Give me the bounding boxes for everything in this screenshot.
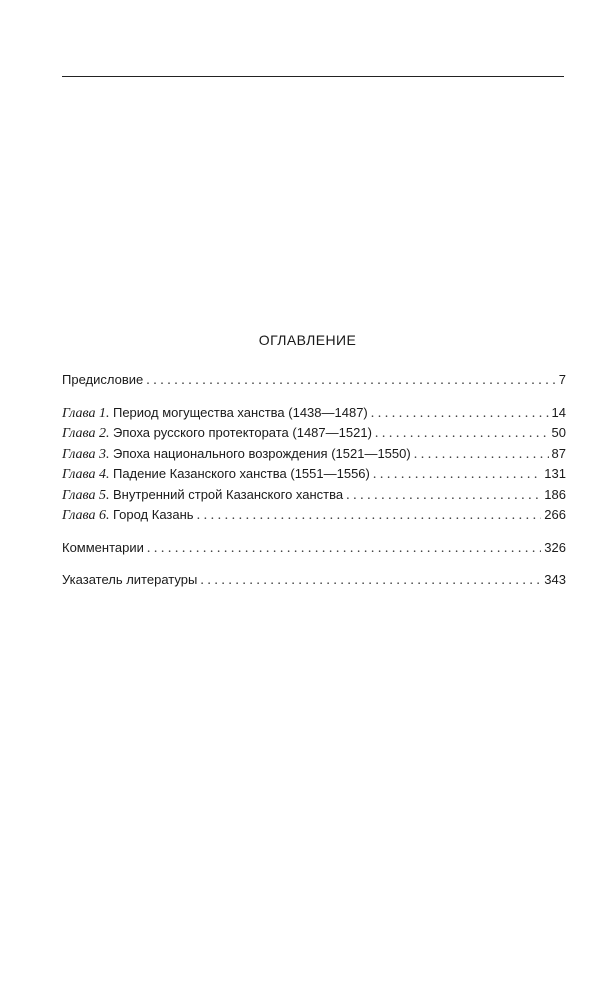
dot-leader bbox=[414, 447, 549, 463]
chapter-prefix: Глава 4. bbox=[62, 467, 110, 482]
toc-entry-comments[interactable] bbox=[62, 540, 566, 561]
toc-entry-title: Внутренний строй Казанского ханства bbox=[112, 486, 344, 502]
dot-leader bbox=[346, 488, 541, 504]
page-title: ОГЛАВЛЕНИЕ bbox=[258, 332, 357, 348]
toc-page-number: 343 bbox=[544, 572, 566, 587]
toc-page-number: 87 bbox=[551, 445, 566, 461]
toc-entry-chapter-2[interactable] bbox=[62, 425, 566, 446]
toc-entry-title: Эпоха национального возрождения (1521—1550) bbox=[112, 445, 411, 461]
chapter-prefix: Глава 1. bbox=[62, 405, 110, 421]
toc-entry-chapter-4[interactable] bbox=[62, 466, 566, 487]
toc-page-number: 14 bbox=[551, 404, 566, 420]
chapter-prefix: Глава 2. bbox=[62, 426, 110, 441]
top-horizontal-rule bbox=[62, 76, 564, 77]
dot-leader bbox=[375, 426, 549, 442]
toc-entry-title: Период могущества ханства (1438—1487) bbox=[112, 404, 368, 420]
table-of-contents bbox=[62, 372, 566, 593]
toc-entry-chapter-5[interactable] bbox=[62, 487, 566, 508]
toc-entry-chapter-3[interactable] bbox=[62, 446, 566, 467]
dot-leader bbox=[200, 573, 541, 589]
chapter-prefix: Глава 3. bbox=[62, 446, 110, 462]
chapter-prefix: Глава 5. bbox=[62, 487, 110, 503]
toc-page-number: 266 bbox=[544, 507, 566, 522]
toc-entry-title: Комментарии bbox=[62, 539, 144, 555]
toc-page-number: 326 bbox=[544, 539, 566, 555]
dot-leader bbox=[146, 373, 556, 389]
dot-leader bbox=[147, 541, 541, 557]
toc-entry-preface[interactable] bbox=[62, 372, 566, 393]
toc-page-number: 131 bbox=[544, 466, 566, 481]
toc-entry-title: Город Казань bbox=[112, 507, 194, 522]
toc-entry-title: Указатель литературы bbox=[62, 572, 198, 587]
toc-entry-chapter-1[interactable] bbox=[62, 405, 566, 426]
toc-entry-title: Эпоха русского протектората (1487—1521) bbox=[112, 425, 372, 440]
toc-entry-chapter-6[interactable] bbox=[62, 507, 566, 528]
toc-entry-title: Предисловие bbox=[62, 372, 144, 387]
toc-entry-title: Падение Казанского ханства (1551—1556) bbox=[112, 466, 370, 481]
toc-page-number: 186 bbox=[544, 486, 566, 502]
dot-leader bbox=[373, 467, 541, 483]
toc-page-number: 50 bbox=[551, 425, 566, 440]
dot-leader bbox=[371, 406, 549, 422]
toc-entry-bibliography[interactable] bbox=[62, 572, 566, 593]
dot-leader bbox=[197, 508, 542, 524]
toc-page-number: 7 bbox=[558, 372, 566, 387]
chapter-prefix: Глава 6. bbox=[62, 508, 110, 523]
